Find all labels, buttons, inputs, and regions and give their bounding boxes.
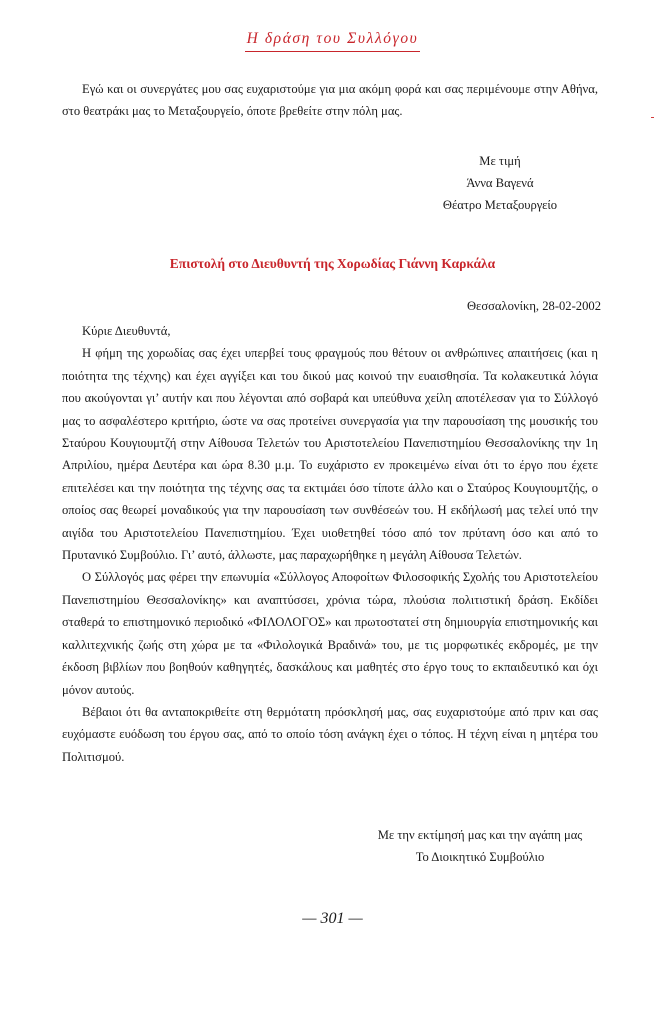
signature-block-1 — [400, 150, 600, 216]
signature-1-closing: Με τιμή — [479, 154, 521, 168]
body-paragraph-2: Ο Σύλλογός μας φέρει την επωνυμία «Σύλλογος Αποφοίτων Φιλοσοφικής Σχολής του Αριστοτελείου Πανεπιστημίου Θεσσαλονίκης» και αναπτύσσει, χρόνια τώρα, πλούσια πολιτιστική δράση. Εκδίδει σταθερά το επιστημονικό περιοδικό «ΦΙΛΟΛΟΓΟΣ» και πρωτοστατεί στη δημιουργία επιστημονικής και καλλιτεχνικής ζωής στη χώρα με τα «Φιλολογικά Βραδινά» του, με τις μορφωτικές εκδρομές, με την έκδοση βιβλίων που βοηθούν καθηγητές, δασκάλους και μαθητές στο έργο τους το εκπαιδευτικό και όχι μόνον αυτούς. — [62, 570, 598, 697]
signature-1-organization: Θέατρο Μεταξουργείο — [442, 198, 558, 212]
signature-1-name: Άννα Βαγενά — [466, 176, 534, 190]
body-paragraph-3: Βέβαιοι ότι θα ανταποκριθείτε στη θερμότατη πρόσκλησή μας, σας ευχαριστούμε από πριν και σας ευχόμαστε ευόδωση του έργου σας, από το οποίο τόση ανάγκη έχει ο τόπος. Η τέχνη είναι η μητέρα του Πολιτισμού. — [62, 704, 598, 764]
margin-mark — [651, 117, 654, 118]
signature-2-closing: Με την εκτίμησή μας και την αγάπη μας — [377, 828, 583, 842]
running-head — [0, 30, 665, 52]
letter-date: Θεσσαλονίκη, 28-02-2002 — [466, 299, 601, 313]
running-head-text: Η δράση του Συλλόγου — [245, 30, 421, 52]
signature-2-signatory: Το Διοικητικό Συμβούλιο — [415, 850, 545, 864]
salutation: Κύριε Διευθυντά, — [82, 324, 171, 338]
letter-body — [62, 320, 598, 768]
signature-block-2 — [350, 824, 610, 868]
letter-title: Επιστολή στο Διευθυντή της Χορωδίας Γιάννη Καρκάλα — [169, 256, 496, 271]
page-number: — 301 — — [302, 910, 363, 927]
intro-paragraph: Εγώ και οι συνεργάτες μου σας ευχαριστούμε για μια ακόμη φορά και σας περιμένουμε στην Αθήνα, στο θεατράκι μας το Μεταξουργείο, όποτε βρεθείτε στην πόλη μας. — [62, 82, 598, 118]
body-paragraph-1: Η φήμη της χορωδίας σας έχει υπερβεί τους φραγμούς που θέτουν οι ανθρώπινες απαιτήσεις (και η ποιότητα της τέχνης) και έχει αγγίξει και του δικού μας κοινού την ευαισθησία. Τα κολακευτικά λόγια που ακούγονται γι’ αυτήν και που λέγονται από σοβαρά και υπεύθυνα χείλη αποτέλεσαν για το Σύλλογό μας το ασφαλέστερο κριτήριο, ώστε να σας προτείνει συνεργασία για την παρουσίαση της μουσικής του Σταύρου Κουγιουμτζή στην Αίθουσα Τελετών του Αριστοτελείου Πανεπιστημίου Θεσσαλονίκης την 1η Απριλίου, ημέρα Δευτέρα και ώρα 8.30 μ.μ. Το ευχάριστο εν προκειμένω είναι ότι το έργο που έχετε επιτελέσει και την ποιότητα της τέχνης σας τα εκτιμάει όσο τίποτε άλλο και ο Σταύρος Κουγιουμτζής, ο οποίος σας θεωρεί μοναδικούς για την παρουσίαση των συνθέσεών του. Η εκδήλωσή μας τελεί υπό την αιγίδα του Αριστοτελείου Πανεπιστημίου. Έχει υιοθετηθεί τόσο από τον πρύτανη όσο και από το Πρυτανικό Συμβούλιο. Γι’ αυτό, άλλωστε, μας παραχωρήθηκε η μεγάλη Αίθουσα Τελετών. — [62, 346, 598, 563]
